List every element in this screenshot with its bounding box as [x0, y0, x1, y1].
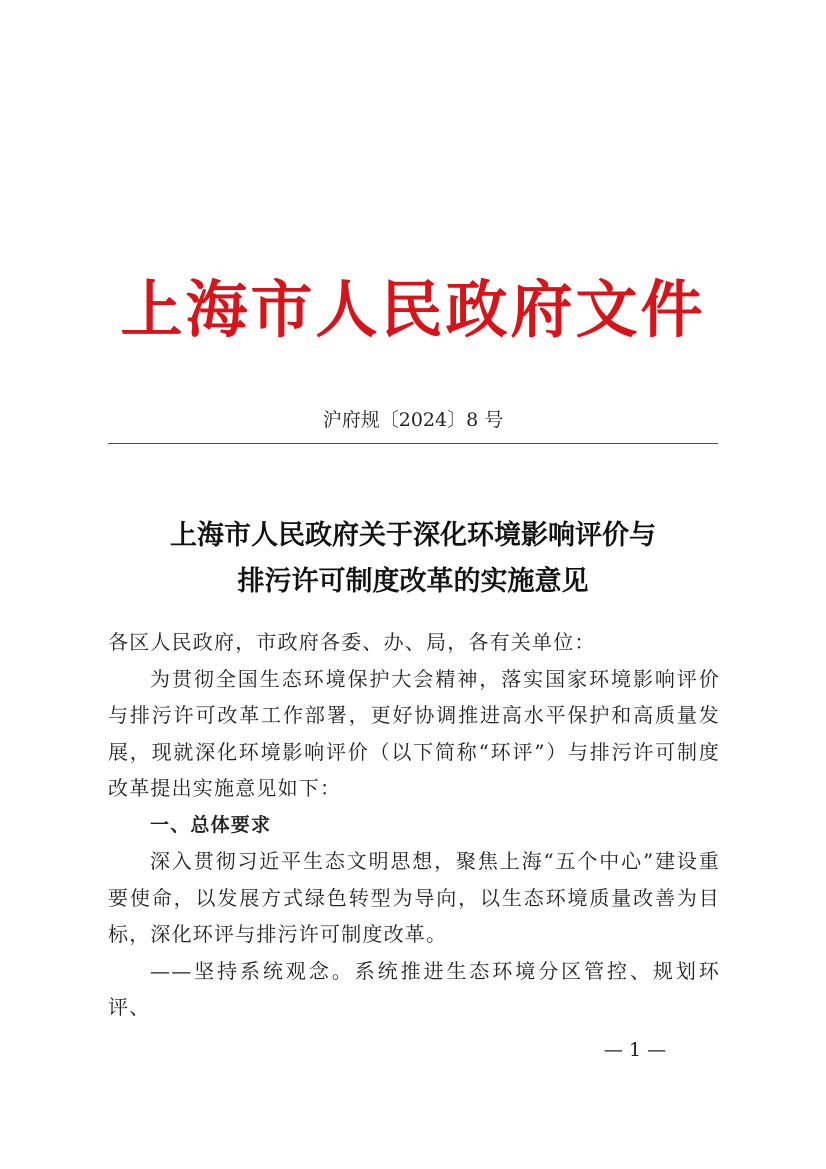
- addressee-line: 各区人民政府，市政府各委、办、局，各有关单位：: [108, 630, 596, 654]
- section-heading: 一、总体要求: [150, 813, 272, 836]
- masthead-title: 上海市人民政府文件: [120, 273, 706, 346]
- document-title: [0, 513, 826, 605]
- document-title-line-1: 上海市人民政府关于深化环境影响评价与: [170, 520, 656, 551]
- intro-paragraph: 为贯彻全国生态环境保护大会精神，落实国家环境影响评价与排污许可改革工作部署，更好协调推进高水平保护和高质量发展，现就深化环境影响评价（以下简称“环评”）与排污许可制度改革提出实施意见如下：: [108, 666, 720, 800]
- document-body: [108, 624, 720, 1026]
- document-number: 沪府规〔2024〕8 号: [322, 409, 504, 431]
- section-paragraph: 深入贯彻习近平生态文明思想，聚焦上海“五个中心”建设重要使命，以发展方式绿色转型为导向，以生态环境质量改善为目标，深化环评与排污许可制度改革。: [108, 849, 720, 946]
- page-number: — 1 —: [603, 1039, 667, 1061]
- red-separator-line: [108, 443, 718, 444]
- document-title-line-2: 排污许可制度改革的实施意见: [237, 566, 589, 597]
- principle-item: ——坚持系统观念。系统推进生态环境分区管控、规划环评、: [108, 958, 720, 1019]
